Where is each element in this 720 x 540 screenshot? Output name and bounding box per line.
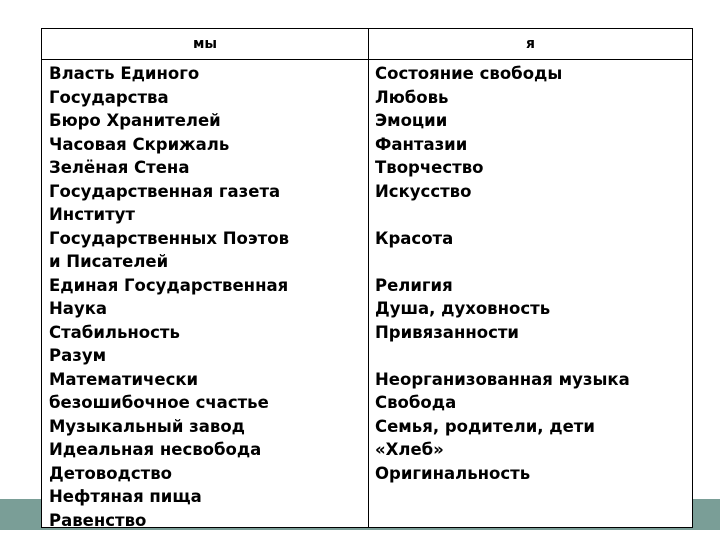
we-column-cell [49,62,289,532]
i-line: Семья, родители, дети [375,416,595,436]
i-line: Творчество [375,158,484,177]
i-line: Фантазии [375,134,468,154]
i-line [375,344,630,368]
header-we: мы [192,36,218,52]
we-line: Математически [49,369,199,389]
i-line: Состояние свободы [375,64,563,83]
i-line: Оригинальность [375,463,531,483]
we-line: Идеальная несвобода [49,440,262,459]
i-line: Свобода [375,393,457,412]
we-line: безошибочное счастье [49,393,269,412]
table-header-row [42,29,692,60]
we-line: и Писателей [49,252,169,271]
i-line: Красота [375,228,454,248]
we-line: Детоводство [49,463,173,483]
i-line: Неорганизованная музыка [375,369,630,389]
we-line: Государственных Поэтов [49,228,290,248]
we-line: Власть Единого [49,64,200,83]
we-line: Нефтяная пища [49,487,202,506]
i-line: «Хлеб» [375,440,444,459]
comparison-table [41,28,693,528]
i-line: Искусство [375,181,472,201]
i-line [375,250,630,274]
we-line: Единая Государственная [49,275,289,295]
we-line: Часовая Скрижаль [49,134,230,154]
column-divider [368,29,369,527]
we-line: Институт [49,205,135,224]
we-line: Бюро Хранителей [49,111,221,130]
i-column-cell [375,62,630,485]
we-line: Государства [49,87,169,107]
i-line: Эмоции [375,111,448,130]
we-line: Наука [49,299,108,318]
we-line: Государственная газета [49,181,281,201]
we-line: Равенство [49,510,147,530]
header-i: я [526,36,535,52]
i-line: Любовь [375,87,449,107]
i-line: Привязанности [375,322,519,342]
we-line: Музыкальный завод [49,416,245,436]
i-line: Религия [375,275,453,295]
we-line: Зелёная Стена [49,158,190,177]
i-line: Душа, духовность [375,299,551,318]
i-line [375,203,630,227]
we-line: Разум [49,346,107,365]
we-line: Стабильность [49,322,180,342]
